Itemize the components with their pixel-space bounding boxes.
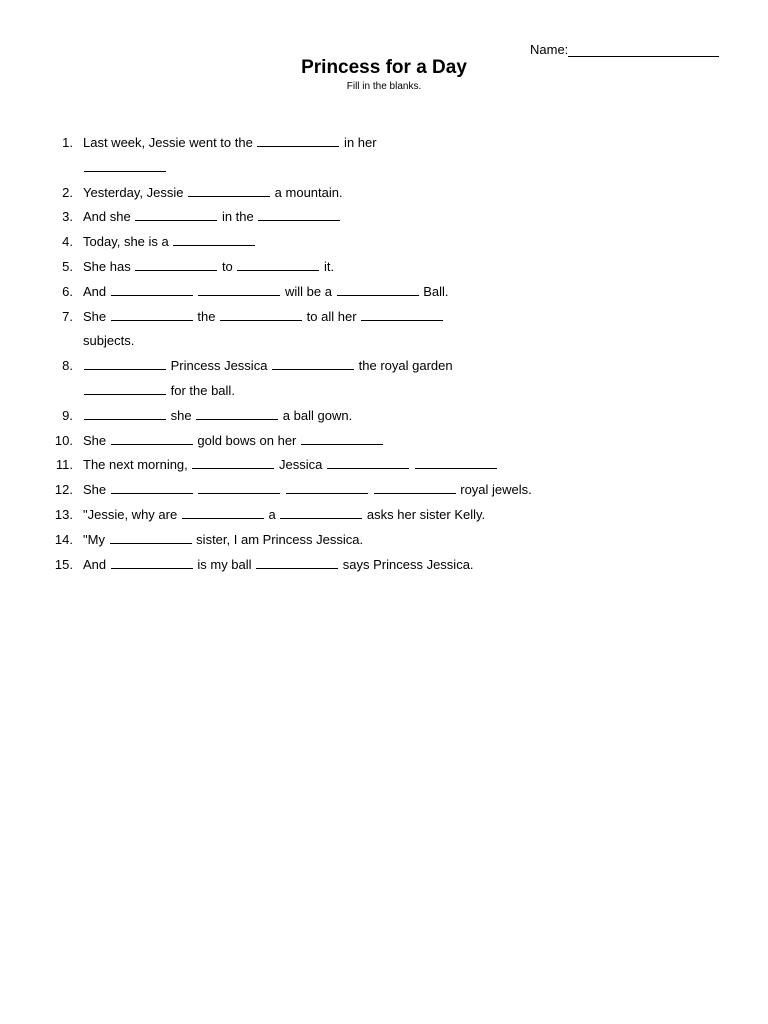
answer-blank[interactable] bbox=[257, 133, 339, 147]
answer-blank[interactable] bbox=[111, 555, 193, 569]
answer-blank[interactable] bbox=[84, 406, 166, 420]
question-item bbox=[40, 280, 600, 305]
question-number: 8. bbox=[62, 358, 73, 374]
question-number: 2. bbox=[62, 184, 73, 200]
answer-blank[interactable] bbox=[196, 406, 278, 420]
answer-blank[interactable] bbox=[337, 282, 419, 296]
question-segment: it. bbox=[320, 258, 335, 274]
question-item bbox=[40, 255, 600, 280]
question-segment: And she bbox=[83, 209, 135, 225]
answer-blank[interactable] bbox=[361, 307, 443, 321]
name-blank[interactable] bbox=[568, 41, 719, 57]
question-segment: And bbox=[83, 556, 110, 572]
question-text bbox=[83, 553, 600, 578]
question-segment: The next morning, bbox=[83, 457, 192, 473]
answer-blank[interactable] bbox=[84, 381, 166, 395]
answer-blank[interactable] bbox=[198, 282, 280, 296]
question-text bbox=[83, 404, 600, 429]
question-segment: Princess Jessica bbox=[167, 358, 272, 374]
question-segment: says Princess Jessica. bbox=[339, 556, 474, 572]
answer-blank[interactable] bbox=[286, 480, 368, 494]
question-text bbox=[83, 354, 600, 404]
answer-blank[interactable] bbox=[374, 480, 456, 494]
question-text bbox=[83, 305, 600, 355]
answer-blank[interactable] bbox=[84, 356, 166, 370]
question-item bbox=[40, 230, 600, 255]
question-number: 11. bbox=[55, 457, 73, 473]
answer-blank[interactable] bbox=[111, 431, 193, 445]
question-number: 1. bbox=[62, 135, 73, 150]
question-text bbox=[83, 205, 600, 230]
question-segment: gold bows on her bbox=[193, 432, 300, 448]
question-segment: the royal garden bbox=[358, 358, 453, 374]
question-segment: to all her bbox=[303, 308, 361, 324]
question-item bbox=[40, 131, 600, 181]
answer-blank[interactable] bbox=[258, 207, 340, 221]
question-text bbox=[83, 453, 600, 478]
question-segment: "My bbox=[83, 531, 109, 547]
question-segment: for the ball. bbox=[167, 382, 235, 398]
question-text bbox=[83, 280, 600, 305]
question-text bbox=[83, 181, 600, 206]
question-segment: to bbox=[218, 258, 237, 274]
question-segment: a bbox=[264, 506, 280, 522]
question-segment: She has bbox=[83, 258, 135, 274]
question-segment: Last week, Jessie went to the bbox=[83, 135, 257, 150]
question-item bbox=[40, 528, 600, 553]
question-item bbox=[40, 354, 600, 404]
answer-blank[interactable] bbox=[415, 455, 497, 469]
question-number: 10. bbox=[54, 432, 73, 448]
question-item bbox=[40, 553, 600, 578]
question-text bbox=[83, 255, 600, 280]
question-segment: subjects. bbox=[83, 333, 135, 349]
question-segment: in her bbox=[344, 135, 377, 150]
question-item bbox=[40, 181, 600, 206]
page-subtitle: Fill in the blanks. bbox=[346, 81, 422, 92]
question-text bbox=[83, 230, 600, 255]
question-segment: is my ball bbox=[193, 556, 256, 572]
question-segment: She bbox=[83, 482, 110, 498]
question-segment: She bbox=[83, 432, 110, 448]
question-number: 14. bbox=[54, 531, 73, 547]
question-item bbox=[40, 478, 600, 503]
answer-blank[interactable] bbox=[301, 431, 383, 445]
question-segment: she bbox=[167, 407, 196, 423]
answer-blank[interactable] bbox=[111, 282, 193, 296]
answer-blank[interactable] bbox=[198, 480, 280, 494]
question-segment bbox=[281, 482, 285, 497]
question-item bbox=[40, 453, 600, 478]
question-segment: Ball. bbox=[419, 283, 449, 299]
answer-blank[interactable] bbox=[110, 530, 192, 544]
question-segment bbox=[369, 482, 373, 497]
answer-blank[interactable] bbox=[280, 505, 362, 519]
question-segment: a mountain. bbox=[271, 184, 343, 200]
answer-blank[interactable] bbox=[173, 232, 255, 246]
question-segment: in the bbox=[218, 209, 258, 225]
question-item bbox=[40, 205, 600, 230]
answer-blank[interactable] bbox=[192, 455, 274, 469]
question-number: 7. bbox=[62, 308, 73, 324]
question-number: 13. bbox=[54, 506, 73, 522]
answer-blank[interactable] bbox=[111, 307, 193, 321]
page-title: Princess for a Day bbox=[301, 57, 467, 78]
question-number: 6. bbox=[62, 283, 73, 299]
answer-blank[interactable] bbox=[84, 158, 166, 172]
question-segment: And bbox=[83, 283, 110, 299]
answer-blank[interactable] bbox=[135, 207, 217, 221]
question-segment: She bbox=[83, 308, 110, 324]
name-field bbox=[530, 41, 719, 57]
question-item bbox=[40, 305, 600, 355]
question-segment: Jessica bbox=[275, 457, 326, 473]
question-segment: the bbox=[193, 308, 220, 324]
question-text bbox=[83, 429, 600, 454]
question-segment: asks her sister Kelly. bbox=[363, 506, 486, 522]
question-number: 5. bbox=[62, 258, 73, 274]
question-segment: sister, I am Princess Jessica. bbox=[192, 531, 364, 547]
question-item bbox=[40, 404, 600, 429]
answer-blank[interactable] bbox=[256, 555, 338, 569]
answer-blank[interactable] bbox=[135, 257, 217, 271]
answer-blank[interactable] bbox=[111, 480, 193, 494]
question-text bbox=[83, 478, 600, 503]
answer-blank[interactable] bbox=[237, 257, 319, 271]
question-item bbox=[40, 503, 600, 528]
question-segment: Yesterday, Jessie bbox=[83, 184, 188, 200]
question-segment bbox=[194, 482, 198, 497]
question-segment bbox=[410, 457, 414, 472]
answer-blank[interactable] bbox=[327, 455, 409, 469]
question-text bbox=[83, 131, 600, 181]
question-number: 3. bbox=[62, 209, 73, 225]
answer-blank[interactable] bbox=[182, 505, 264, 519]
question-text bbox=[83, 503, 600, 528]
question-segment: Today, she is a bbox=[83, 234, 173, 250]
question-number: 4. bbox=[62, 234, 73, 250]
question-number: 15. bbox=[54, 556, 73, 572]
question-segment bbox=[194, 284, 198, 299]
question-segment: a ball gown. bbox=[279, 407, 353, 423]
question-segment: royal jewels. bbox=[456, 482, 532, 498]
question-number: 12. bbox=[54, 482, 73, 498]
answer-blank[interactable] bbox=[272, 356, 354, 370]
question-segment: "Jessie, why are bbox=[83, 506, 181, 522]
question-text bbox=[83, 528, 600, 553]
question-number: 9. bbox=[62, 407, 73, 423]
answer-blank[interactable] bbox=[220, 307, 302, 321]
question-list bbox=[40, 131, 600, 577]
question-segment: will be a bbox=[281, 283, 336, 299]
name-label: Name: bbox=[530, 42, 569, 57]
answer-blank[interactable] bbox=[188, 183, 270, 197]
question-item bbox=[40, 429, 600, 454]
